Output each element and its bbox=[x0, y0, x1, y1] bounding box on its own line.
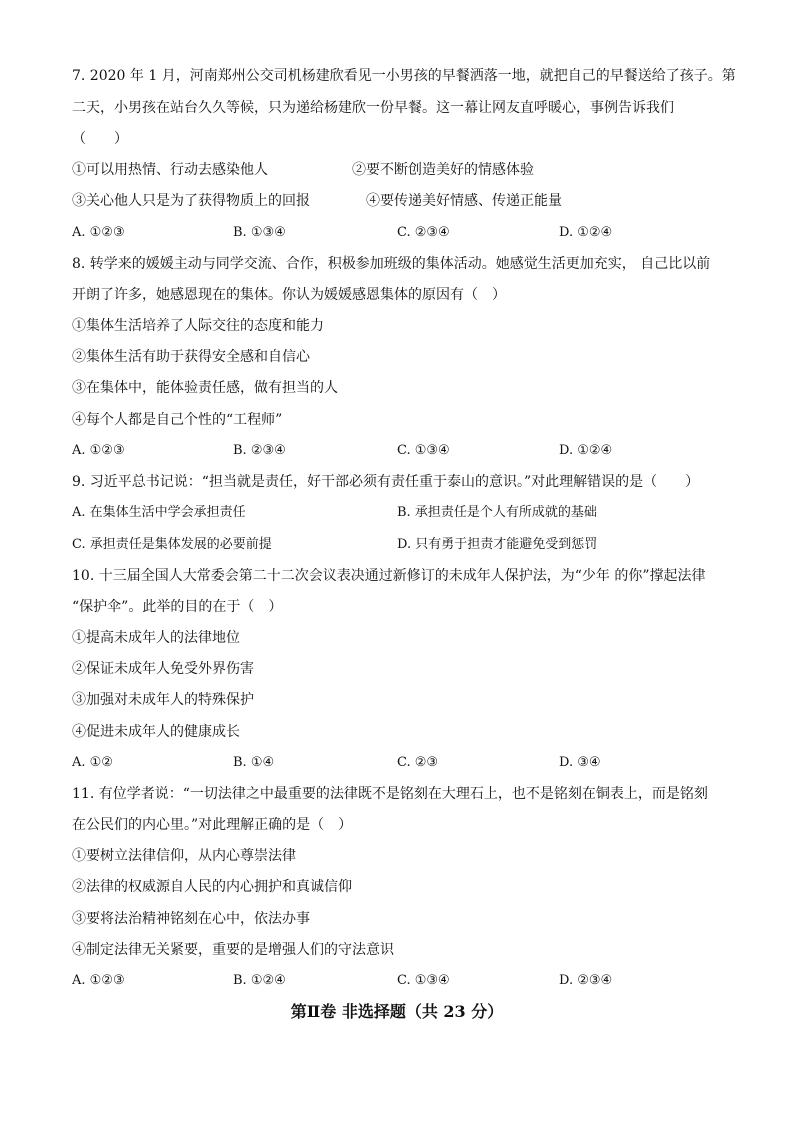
q7-option-d[interactable]: D. ①②④ bbox=[559, 225, 613, 240]
section-2-title: 第Ⅱ卷 非选择题（共 23 分） bbox=[290, 1002, 504, 1021]
q10-item-4: ④促进未成年人的健康成长 bbox=[72, 724, 240, 740]
q8-item-2: ②集体生活有助于获得安全感和自信心 bbox=[72, 349, 310, 365]
q10-item-3: ③加强对未成年人的特殊保护 bbox=[72, 692, 254, 708]
q11-item-1: ①要树立法律信仰，从内心尊崇法律 bbox=[72, 848, 296, 864]
q10-option-d[interactable]: D. ③④ bbox=[559, 755, 601, 770]
q9-option-a[interactable]: A. 在集体生活中学会承担责任 bbox=[72, 505, 246, 520]
q7-answer-blank: （ ） bbox=[72, 131, 128, 147]
q8-option-b[interactable]: B. ②③④ bbox=[233, 443, 286, 458]
q11-item-2: ②法律的权威源自人民的内心拥护和真诚信仰 bbox=[72, 879, 352, 895]
q7-stem-line1: 7. 2020 年 1 月，河南郑州公交司机杨建欣看见一小男孩的早餐洒落一地，就把自己的早餐送给了孩子。第 bbox=[72, 68, 736, 84]
q9-option-b[interactable]: B. 承担责任是个人有所成就的基础 bbox=[397, 505, 597, 520]
q7-item-2: ②要不断创造美好的情感体验 bbox=[352, 162, 534, 178]
q9-option-c[interactable]: C. 承担责任是集体发展的必要前提 bbox=[72, 537, 272, 552]
q10-option-c[interactable]: C. ②③ bbox=[397, 755, 439, 770]
q7-item-3: ③关心他人只是为了获得物质上的回报 bbox=[72, 193, 310, 209]
q10-option-b[interactable]: B. ①④ bbox=[233, 755, 275, 770]
q10-stem-line1: 10. 十三届全国人大常委会第二十二次会议表决通过新修订的未成年人保护法，为“少年 的你”撑起法律 bbox=[72, 568, 706, 584]
q7-option-b[interactable]: B. ①③④ bbox=[233, 225, 286, 240]
q10-option-a[interactable]: A. ①② bbox=[72, 755, 113, 770]
q11-stem-line1: 11. 有位学者说：“一切法律之中最重要的法律既不是铭刻在大理石上，也不是铭刻在铜表上，而是铭刻 bbox=[72, 786, 708, 802]
q8-option-a[interactable]: A. ①②③ bbox=[72, 443, 125, 458]
q11-item-3: ③要将法治精神铭刻在心中，依法办事 bbox=[72, 911, 310, 927]
q7-option-a[interactable]: A. ①②③ bbox=[72, 225, 125, 240]
q8-item-4: ④每个人都是自己个性的“工程师” bbox=[72, 412, 283, 428]
q7-item-1: ①可以用热情、行动去感染他人 bbox=[72, 162, 268, 178]
q8-option-c[interactable]: C. ①③④ bbox=[397, 443, 450, 458]
q11-option-a[interactable]: A. ①②③ bbox=[72, 973, 125, 988]
q8-item-1: ①集体生活培养了人际交往的态度和能力 bbox=[72, 318, 324, 334]
q7-stem-line2: 二天，小男孩在站台久久等候，只为递给杨建欣一份早餐。这一幕让网友直呼暖心，事例告诉我们 bbox=[72, 100, 674, 116]
q8-stem-line2: 开朗了许多，她感恩现在的集体。你认为媛媛感恩集体的原因有（ ） bbox=[72, 287, 506, 303]
q11-option-d[interactable]: D. ②③④ bbox=[559, 973, 613, 988]
q10-item-1: ①提高未成年人的法律地位 bbox=[72, 630, 240, 646]
q9-stem-line1: 9. 习近平总书记说：“担当就是责任，好干部必须有责任重于泰山的意识。”对此理解错误的是（ ） bbox=[72, 474, 700, 490]
q11-item-4: ④制定法律无关紧要，重要的是增强人们的守法意识 bbox=[72, 942, 394, 958]
q11-option-b[interactable]: B. ①②④ bbox=[233, 973, 286, 988]
q10-item-2: ②保证未成年人免受外界伤害 bbox=[72, 661, 254, 677]
q8-option-d[interactable]: D. ①②④ bbox=[559, 443, 613, 458]
q8-item-3: ③在集体中，能体验责任感，做有担当的人 bbox=[72, 380, 338, 396]
q11-option-c[interactable]: C. ①③④ bbox=[397, 973, 450, 988]
q11-stem-line2: 在公民们的内心里。”对此理解正确的是（ ） bbox=[72, 817, 353, 833]
q7-option-c[interactable]: C. ②③④ bbox=[397, 225, 450, 240]
q8-stem-line1: 8. 转学来的媛媛主动与同学交流、合作，积极参加班级的集体活动。她感觉生活更加充实， 自己比以前 bbox=[72, 256, 711, 272]
q9-option-d[interactable]: D. 只有勇于担责才能避免受到惩罚 bbox=[397, 537, 598, 552]
q7-item-4: ④要传递美好情感、传递正能量 bbox=[366, 193, 562, 209]
q10-stem-line2: “保护伞”。此举的目的在于（ ） bbox=[72, 599, 283, 615]
